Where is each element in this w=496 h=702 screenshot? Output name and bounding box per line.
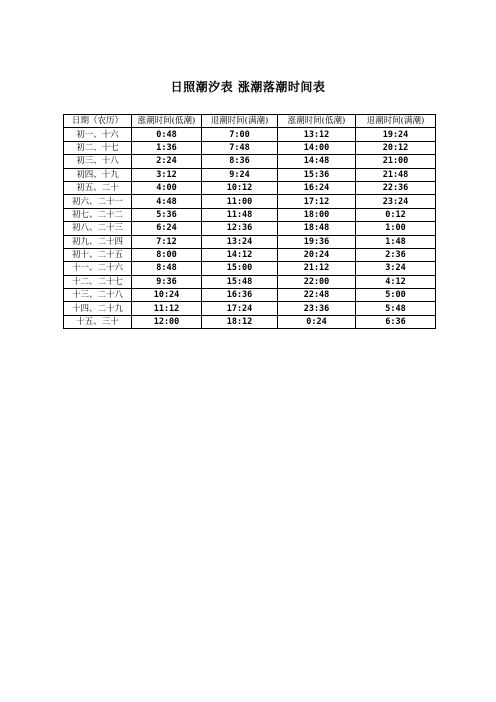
time-cell: 4:48 [132,195,202,208]
time-cell: 6:24 [132,222,202,235]
time-cell: 0:24 [278,315,356,328]
lunar-date-cell: 初九、二十四 [64,235,132,248]
time-cell: 3:24 [356,262,436,275]
time-cell: 4:12 [356,275,436,288]
lunar-date-cell: 十二、二十七 [64,275,132,288]
header-ebb-high-2: 退潮时间(满潮) [356,115,436,128]
header-flood-low-2: 涨潮时间(低潮) [278,115,356,128]
time-cell: 21:12 [278,262,356,275]
time-cell: 7:12 [132,235,202,248]
lunar-date-cell: 初四、十九 [64,168,132,181]
table-row [64,302,436,315]
header-date: 日期（农历） [64,115,132,128]
time-cell: 5:48 [356,302,436,315]
table-row [64,248,436,261]
table-row [64,222,436,235]
table-row [64,315,436,328]
lunar-date-cell: 初五、二十 [64,181,132,194]
time-cell: 11:48 [202,208,278,221]
page-title: 日照潮汐表 涨潮落潮时间表 [170,80,326,94]
table-header-row [64,115,436,128]
time-cell: 15:48 [202,275,278,288]
time-cell: 23:24 [356,195,436,208]
header-ebb-high-1: 退潮时间(满潮) [202,115,278,128]
time-cell: 22:00 [278,275,356,288]
time-cell: 0:48 [132,128,202,141]
time-cell: 16:36 [202,289,278,302]
lunar-date-cell: 初七、二十二 [64,208,132,221]
time-cell: 1:36 [132,141,202,154]
time-cell: 10:24 [132,289,202,302]
table-row [64,128,436,141]
table-row [64,195,436,208]
time-cell: 21:00 [356,155,436,168]
lunar-date-cell: 十五、三十 [64,315,132,328]
time-cell: 6:36 [356,315,436,328]
time-cell: 2:36 [356,248,436,261]
time-cell: 18:48 [278,222,356,235]
time-cell: 21:48 [356,168,436,181]
header-flood-low-1: 涨潮时间(低潮) [132,115,202,128]
time-cell: 18:00 [278,208,356,221]
time-cell: 20:24 [278,248,356,261]
table-row [64,289,436,302]
time-cell: 8:48 [132,262,202,275]
time-cell: 16:24 [278,181,356,194]
lunar-date-cell: 初一、十六 [64,128,132,141]
table-row [64,141,436,154]
table-row [64,275,436,288]
time-cell: 3:12 [132,168,202,181]
time-cell: 9:36 [132,275,202,288]
time-cell: 15:00 [202,262,278,275]
time-cell: 23:36 [278,302,356,315]
time-cell: 8:00 [132,248,202,261]
time-cell: 14:00 [278,141,356,154]
time-cell: 7:48 [202,141,278,154]
time-cell: 12:36 [202,222,278,235]
time-cell: 7:00 [202,128,278,141]
time-cell: 12:00 [132,315,202,328]
time-cell: 13:24 [202,235,278,248]
table-row [64,262,436,275]
time-cell: 10:12 [202,181,278,194]
table-row [64,168,436,181]
time-cell: 19:36 [278,235,356,248]
lunar-date-cell: 十四、二十九 [64,302,132,315]
time-cell: 22:36 [356,181,436,194]
time-cell: 1:48 [356,235,436,248]
time-cell: 1:00 [356,222,436,235]
table-row [64,155,436,168]
tide-table [63,114,436,329]
time-cell: 22:48 [278,289,356,302]
time-cell: 11:00 [202,195,278,208]
time-cell: 0:12 [356,208,436,221]
time-cell: 13:12 [278,128,356,141]
table-row [64,208,436,221]
table-row [64,181,436,194]
table-row [64,235,436,248]
time-cell: 15:36 [278,168,356,181]
lunar-date-cell: 初三、十八 [64,155,132,168]
time-cell: 5:00 [356,289,436,302]
time-cell: 18:12 [202,315,278,328]
lunar-date-cell: 初六、二十一 [64,195,132,208]
lunar-date-cell: 初八、二十三 [64,222,132,235]
time-cell: 14:48 [278,155,356,168]
time-cell: 19:24 [356,128,436,141]
lunar-date-cell: 初二、十七 [64,141,132,154]
time-cell: 20:12 [356,141,436,154]
time-cell: 8:36 [202,155,278,168]
lunar-date-cell: 初十、二十五 [64,248,132,261]
lunar-date-cell: 十三、二十八 [64,289,132,302]
time-cell: 17:12 [278,195,356,208]
lunar-date-cell: 十一、二十六 [64,262,132,275]
time-cell: 17:24 [202,302,278,315]
time-cell: 14:12 [202,248,278,261]
time-cell: 2:24 [132,155,202,168]
time-cell: 11:12 [132,302,202,315]
time-cell: 5:36 [132,208,202,221]
time-cell: 9:24 [202,168,278,181]
time-cell: 4:00 [132,181,202,194]
